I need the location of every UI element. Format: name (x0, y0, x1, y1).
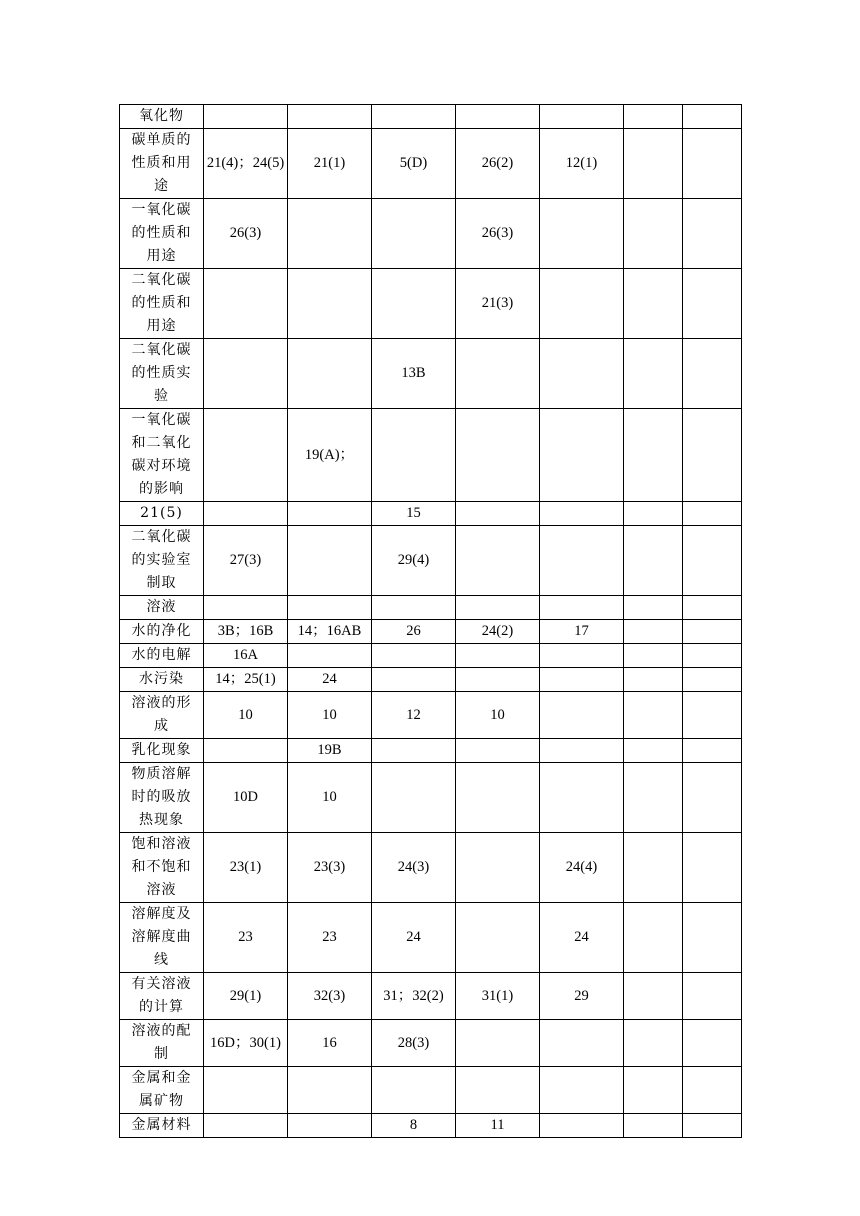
value-cell: 29(4) (372, 526, 456, 596)
value-cell: 26(3) (204, 199, 288, 269)
value-cell (540, 596, 624, 620)
value-cell: 10 (288, 763, 372, 833)
table-row (120, 269, 742, 339)
value-cell (456, 833, 540, 903)
topic-cell: 二氧化碳的性质实验 (120, 339, 204, 409)
value-cell (372, 105, 456, 129)
value-cell (540, 502, 624, 526)
value-cell (624, 763, 683, 833)
value-cell (372, 644, 456, 668)
value-cell (372, 1067, 456, 1114)
value-cell (624, 668, 683, 692)
value-cell (372, 409, 456, 502)
value-cell (624, 502, 683, 526)
value-cell (288, 199, 372, 269)
value-cell (456, 409, 540, 502)
value-cell: 29 (540, 973, 624, 1020)
value-cell (372, 763, 456, 833)
value-cell: 24 (540, 903, 624, 973)
value-cell (624, 1114, 683, 1138)
topic-cell: 金属和金属矿物 (120, 1067, 204, 1114)
value-cell (683, 739, 742, 763)
value-cell: 24 (288, 668, 372, 692)
value-cell (624, 269, 683, 339)
value-cell: 14；16AB (288, 620, 372, 644)
value-cell (540, 199, 624, 269)
value-cell (288, 644, 372, 668)
topic-cell: 一氧化碳的性质和用途 (120, 199, 204, 269)
value-cell: 28(3) (372, 1020, 456, 1067)
value-cell (456, 739, 540, 763)
table-row (120, 644, 742, 668)
value-cell (683, 1067, 742, 1114)
value-cell (288, 269, 372, 339)
table-row (120, 199, 742, 269)
value-cell: 8 (372, 1114, 456, 1138)
topic-cell: 饱和溶液和不饱和溶液 (120, 833, 204, 903)
value-cell (540, 739, 624, 763)
value-cell (683, 269, 742, 339)
value-cell: 15 (372, 502, 456, 526)
table-row (120, 1020, 742, 1067)
value-cell (204, 596, 288, 620)
topic-cell: 21(5) (120, 502, 204, 526)
value-cell: 27(3) (204, 526, 288, 596)
value-cell (204, 739, 288, 763)
value-cell: 26(2) (456, 129, 540, 199)
value-cell (372, 668, 456, 692)
value-cell: 24(3) (372, 833, 456, 903)
table-row (120, 739, 742, 763)
value-cell (683, 668, 742, 692)
table-row (120, 833, 742, 903)
value-cell (540, 763, 624, 833)
table-row (120, 105, 742, 129)
value-cell (540, 1067, 624, 1114)
value-cell (540, 668, 624, 692)
value-cell (288, 339, 372, 409)
value-cell: 32(3) (288, 973, 372, 1020)
topic-cell: 溶液的形成 (120, 692, 204, 739)
value-cell (204, 1114, 288, 1138)
value-cell: 16D；30(1) (204, 1020, 288, 1067)
value-cell (683, 1020, 742, 1067)
value-cell (683, 526, 742, 596)
topic-cell: 溶解度及溶解度曲线 (120, 903, 204, 973)
value-cell: 24 (372, 903, 456, 973)
value-cell (456, 668, 540, 692)
table-row (120, 502, 742, 526)
value-cell (372, 199, 456, 269)
value-cell: 21(1) (288, 129, 372, 199)
table-row (120, 1067, 742, 1114)
table-row (120, 526, 742, 596)
value-cell: 12(1) (540, 129, 624, 199)
topic-cell: 碳单质的性质和用途 (120, 129, 204, 199)
topic-cell: 有关溶液的计算 (120, 973, 204, 1020)
value-cell: 23(1) (204, 833, 288, 903)
value-cell: 26 (372, 620, 456, 644)
topic-cell: 溶液的配制 (120, 1020, 204, 1067)
value-cell (540, 409, 624, 502)
value-cell (683, 620, 742, 644)
value-cell (456, 596, 540, 620)
value-cell (288, 105, 372, 129)
topic-cell: 二氧化碳的实验室制取 (120, 526, 204, 596)
value-cell: 10D (204, 763, 288, 833)
value-cell (204, 409, 288, 502)
value-cell: 23(3) (288, 833, 372, 903)
value-cell (683, 1114, 742, 1138)
table-row (120, 1114, 742, 1138)
value-cell (624, 526, 683, 596)
value-cell (540, 339, 624, 409)
value-cell (204, 1067, 288, 1114)
value-cell: 29(1) (204, 973, 288, 1020)
table-row (120, 339, 742, 409)
value-cell (624, 903, 683, 973)
value-cell (540, 1114, 624, 1138)
value-cell: 13B (372, 339, 456, 409)
value-cell (456, 339, 540, 409)
table-row (120, 903, 742, 973)
value-cell (372, 739, 456, 763)
topic-cell: 溶液 (120, 596, 204, 620)
value-cell (624, 644, 683, 668)
value-cell: 12 (372, 692, 456, 739)
value-cell (683, 199, 742, 269)
topic-cell: 水污染 (120, 668, 204, 692)
topic-cell: 水的净化 (120, 620, 204, 644)
value-cell (288, 596, 372, 620)
value-cell (456, 644, 540, 668)
value-cell: 23 (204, 903, 288, 973)
value-cell: 21(4)；24(5) (204, 129, 288, 199)
topic-cell: 水的电解 (120, 644, 204, 668)
value-cell: 17 (540, 620, 624, 644)
table-row (120, 596, 742, 620)
value-cell (456, 1067, 540, 1114)
value-cell (683, 409, 742, 502)
value-cell (456, 105, 540, 129)
value-cell: 24(4) (540, 833, 624, 903)
value-cell (624, 1020, 683, 1067)
value-cell (288, 502, 372, 526)
value-cell: 31；32(2) (372, 973, 456, 1020)
value-cell (540, 105, 624, 129)
value-cell (683, 105, 742, 129)
value-cell (624, 1067, 683, 1114)
value-cell (624, 973, 683, 1020)
table-row (120, 668, 742, 692)
value-cell (456, 763, 540, 833)
table-row (120, 763, 742, 833)
value-cell (624, 339, 683, 409)
value-cell (540, 644, 624, 668)
value-cell (540, 1020, 624, 1067)
value-cell: 10 (456, 692, 540, 739)
table-row (120, 129, 742, 199)
value-cell (204, 502, 288, 526)
value-cell (683, 129, 742, 199)
value-cell: 11 (456, 1114, 540, 1138)
value-cell (683, 502, 742, 526)
value-cell: 14；25(1) (204, 668, 288, 692)
table-row (120, 692, 742, 739)
value-cell (372, 596, 456, 620)
value-cell: 21(3) (456, 269, 540, 339)
value-cell (456, 502, 540, 526)
topic-cell: 金属材料 (120, 1114, 204, 1138)
value-cell (624, 129, 683, 199)
value-cell (456, 903, 540, 973)
value-cell (683, 763, 742, 833)
table-row (120, 973, 742, 1020)
value-cell (624, 833, 683, 903)
value-cell: 5(D) (372, 129, 456, 199)
value-cell (683, 692, 742, 739)
topic-cell: 二氧化碳的性质和用途 (120, 269, 204, 339)
value-cell (624, 199, 683, 269)
value-cell: 16A (204, 644, 288, 668)
value-cell (288, 526, 372, 596)
value-cell (540, 269, 624, 339)
value-cell (683, 903, 742, 973)
value-cell (624, 739, 683, 763)
value-cell: 3B；16B (204, 620, 288, 644)
value-cell (288, 1067, 372, 1114)
value-cell (204, 339, 288, 409)
value-cell: 23 (288, 903, 372, 973)
topic-cell: 物质溶解时的吸放热现象 (120, 763, 204, 833)
table-row (120, 409, 742, 502)
value-cell (683, 833, 742, 903)
value-cell (624, 409, 683, 502)
value-cell (624, 620, 683, 644)
table-row (120, 620, 742, 644)
value-cell: 10 (288, 692, 372, 739)
value-cell (683, 973, 742, 1020)
value-cell: 26(3) (456, 199, 540, 269)
value-cell (288, 1114, 372, 1138)
exam-topic-table (119, 104, 742, 1138)
topic-cell: 乳化现象 (120, 739, 204, 763)
value-cell (204, 105, 288, 129)
value-cell: 24(2) (456, 620, 540, 644)
value-cell (456, 1020, 540, 1067)
value-cell: 19(A)； (288, 409, 372, 502)
value-cell (540, 526, 624, 596)
topic-cell: 氧化物 (120, 105, 204, 129)
value-cell (540, 692, 624, 739)
value-cell (204, 269, 288, 339)
topic-cell: 一氧化碳和二氧化碳对环境的影响 (120, 409, 204, 502)
value-cell: 19B (288, 739, 372, 763)
value-cell: 10 (204, 692, 288, 739)
value-cell: 16 (288, 1020, 372, 1067)
value-cell (683, 644, 742, 668)
value-cell (683, 339, 742, 409)
value-cell (456, 526, 540, 596)
value-cell (624, 596, 683, 620)
value-cell (683, 596, 742, 620)
value-cell (624, 692, 683, 739)
value-cell (372, 269, 456, 339)
value-cell: 31(1) (456, 973, 540, 1020)
value-cell (624, 105, 683, 129)
